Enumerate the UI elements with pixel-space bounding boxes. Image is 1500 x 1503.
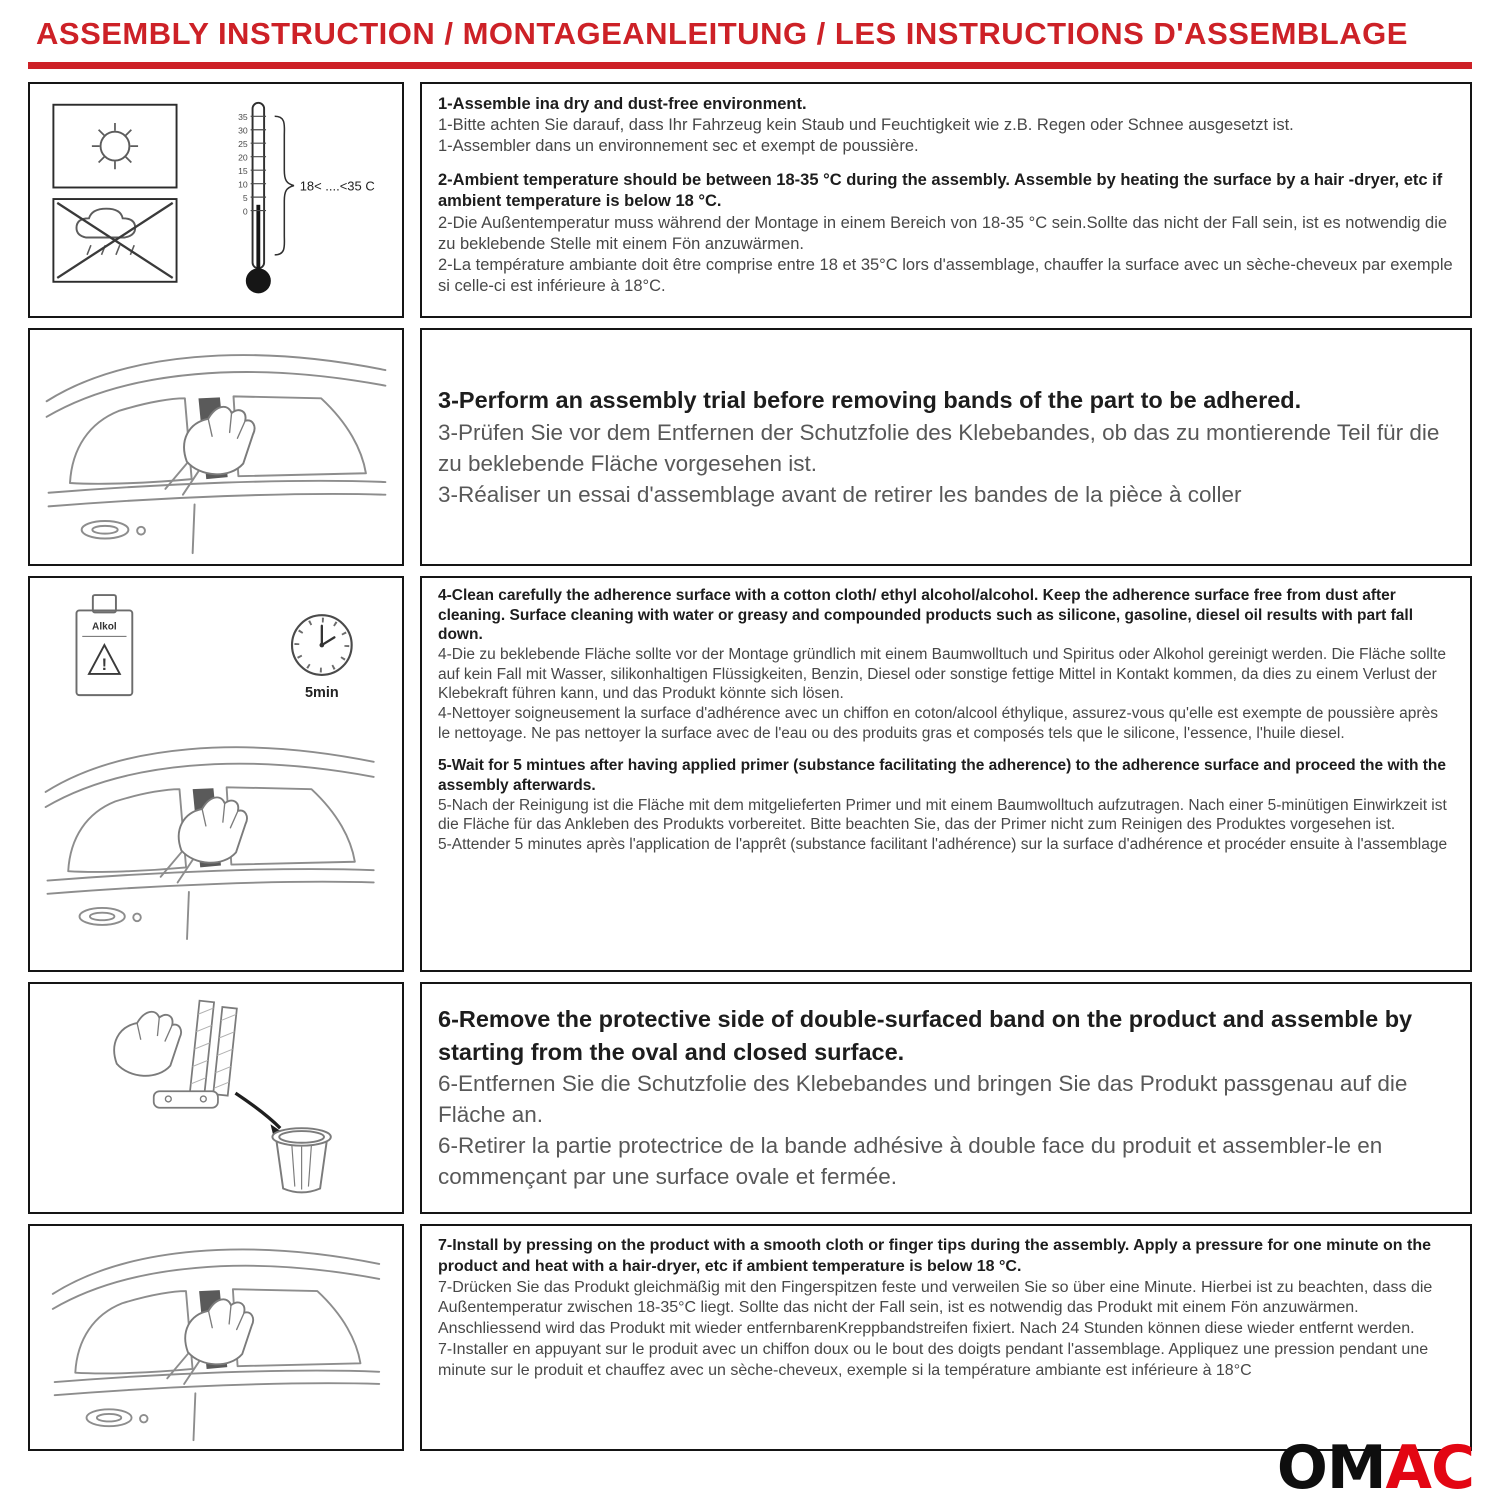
warning-icon bbox=[89, 645, 120, 674]
product-part-icon bbox=[154, 1091, 218, 1108]
section-5-install bbox=[28, 1224, 1472, 1451]
section-3-text bbox=[420, 576, 1472, 972]
instruction-3-de: 3-Prüfen Sie vor dem Entfernen der Schutzfolie des Klebebandes, ob das zu montierende Teil für die zu beklebende Fläche vorgesehen ist. bbox=[438, 419, 1440, 476]
clock-label: 5min bbox=[305, 685, 339, 702]
instruction-1-en: 1-Assemble ina dry and dust-free environment. bbox=[438, 95, 807, 113]
temperature-illustration bbox=[38, 91, 394, 309]
thermo-tick-label: 20 bbox=[238, 152, 248, 163]
thermo-tick-label: 15 bbox=[238, 166, 248, 177]
page-title: ASSEMBLY INSTRUCTION / MONTAGEANLEITUNG / LES INSTRUCTIONS D'ASSEMBLAGE bbox=[36, 16, 1408, 51]
instruction-6-de: 6-Entfernen Sie die Schutzfolie des Klebebandes und bringen Sie das Produkt passgenau auf die Fläche an. bbox=[438, 1071, 1408, 1128]
cleaning-illustration bbox=[38, 584, 394, 964]
hand-icon bbox=[114, 1012, 181, 1076]
warning-mark: ! bbox=[101, 656, 108, 675]
section-4-remove-band bbox=[28, 982, 1472, 1214]
illustration-temperature-box bbox=[28, 82, 404, 318]
instruction-5-en: 5-Wait for 5 mintues after having applied primer (substance facilitating the adherence) to the adherence surface and proceed the with the assembly afterwards. bbox=[438, 757, 1446, 795]
thermo-tick-label: 35 bbox=[238, 112, 248, 123]
tape-peel-icon bbox=[190, 1001, 237, 1096]
illustration-cleaning-box bbox=[28, 576, 404, 972]
instruction-7-fr: 7-Installer en appuyant sur le produit avec un chiffon doux ou le bout des doigts pendant l'assemblage. Appliquez une pression pendant une minute sur le produit et chauffez avec un sèche-cheveux, exemple si la température ambiante est inférieure à 18°C bbox=[438, 1340, 1429, 1379]
instruction-3-fr: 3-Réaliser un essai d'assemblage avant de retirer les bandes de la pièce à coller bbox=[438, 481, 1242, 507]
thermo-tick-label: 5 bbox=[242, 192, 248, 203]
section-2-text bbox=[420, 328, 1472, 566]
illustration-peel-box bbox=[28, 982, 404, 1214]
instruction-4-en: 4-Clean carefully the adherence surface with a cotton cloth/ ethyl alcohol/alcohol. Keep the adherence surface free from dust after cleaning. Surface cleaning with water or greasy and compounded products such as silicone, gasoline, diesel oil results with part fall down. bbox=[438, 587, 1414, 644]
instruction-7-de: 7-Drücken Sie das Produkt gleichmäßig mit den Fingerspitzen feste und verweilen Sie so über eine Minute. Hierbei ist zu beachten, dass die Außentemperatur zwischen 18-35°C liegt. Sollte das nicht der Fall sein, ist es notwendig das Produkt mit einem Fön anzuwärmen. Anschliessend wird das Produkt mit wieder entfernbarenKreppbandstreifen fixiert. Nach 24 Stunden können diese wieder entfernt werden. bbox=[438, 1278, 1433, 1338]
car-window-illustration bbox=[46, 747, 374, 939]
omac-logo bbox=[1276, 1433, 1474, 1503]
instruction-1-fr: 1-Assembler dans un environnement sec et exempt de poussière. bbox=[438, 137, 919, 156]
instruction-6-en: 6-Remove the protective side of double-surfaced band on the product and assemble by starting from the oval and closed surface. bbox=[438, 1006, 1413, 1065]
title-divider bbox=[28, 62, 1472, 69]
section-2-assembly-trial bbox=[28, 328, 1472, 566]
instruction-1-de: 1-Bitte achten Sie darauf, dass Ihr Fahrzeug kein Staub und Feuchtigkeit wie z.B. Regen oder Schnee ausgesetzt ist. bbox=[438, 116, 1294, 135]
thermo-tick-label: 10 bbox=[238, 179, 248, 190]
section-5-text bbox=[420, 1224, 1472, 1451]
bottle-label: Alkol bbox=[92, 621, 117, 633]
instruction-2-de: 2-Die Außentemperatur muss während der Montage in einem Bereich von 18-35 °C sein.Sollte das nicht der Fall sein, ist es notwendig die zu beklebende Stelle mit einem Fön anzuwärmen. bbox=[438, 213, 1448, 253]
section-1-environment bbox=[28, 82, 1472, 318]
spacer bbox=[438, 743, 1454, 756]
car-window-illustration bbox=[40, 1232, 392, 1444]
illustration-install-box bbox=[28, 1224, 404, 1451]
range-brace bbox=[275, 116, 294, 255]
section-4-text bbox=[420, 982, 1472, 1214]
instruction-4-de: 4-Die zu beklebende Fläche sollte vor der Montage gründlich mit einem Baumwolltuch und Spiritus oder Alkohol gereinigt werden. Die Fläche sollte auf kein Fall mit Wasser, silikonhaltigen Flüssigkeiten, Benzin, Diesel oder sonstige fettige Mittel in Kontakt kommen, da dies zu einem Verlust der Klebekraft führen kann, und das Produkt könnte sich lösen. bbox=[438, 646, 1447, 703]
instruction-3-en: 3-Perform an assembly trial before removing bands of the part to be adhered. bbox=[438, 387, 1302, 414]
omac-logo-om: OM bbox=[1276, 1433, 1386, 1503]
alcohol-bottle-icon bbox=[76, 595, 132, 695]
thermo-tick-label: 25 bbox=[238, 139, 248, 150]
instruction-5-de: 5-Nach der Reinigung ist die Fläche mit dem mitgelieferten Primer und mit einem Baumwolltuch aufzutragen. Nach einer 5-minütigen Einwirkzeit ist die Fläche für das Ankleben des Produkts vorbereitet. Bitte beachten Sie, das der Primer nicht zum Reinigen des Produktes vorgesehen ist. bbox=[438, 796, 1447, 834]
spacer bbox=[438, 157, 1454, 170]
instruction-2-fr: 2-La température ambiante doit être comprise entre 18 et 35°C lors d'assemblage, chauffer la surface avec un sèche-cheveux par exemple si celle-ci est inférieure à 18°C. bbox=[438, 255, 1453, 295]
illustration-car-trial-box bbox=[28, 328, 404, 566]
instruction-5-fr: 5-Attender 5 minutes après l'application de l'apprêt (substance facilitant l'adhérence) sur la surface d'adhérence et procéder ensuite à l'assemblage bbox=[438, 836, 1448, 854]
thermo-tick-label: 30 bbox=[238, 125, 248, 136]
temp-range-label: 18< ....<35 C bbox=[299, 178, 375, 194]
section-1-text bbox=[420, 82, 1472, 318]
trash-bin-icon bbox=[272, 1128, 330, 1192]
omac-logo-ac: AC bbox=[1385, 1433, 1474, 1503]
no-rain-icon bbox=[53, 199, 176, 282]
car-window-illustration bbox=[40, 337, 392, 557]
thermometer-icon bbox=[238, 103, 375, 294]
sun-icon bbox=[53, 105, 176, 188]
instruction-6-fr: 6-Retirer la partie protectrice de la bande adhésive à double face du produit et assembler-le en commençant par une surface ovale et fermée. bbox=[438, 1133, 1383, 1190]
clock-icon bbox=[292, 615, 352, 701]
peel-band-illustration bbox=[40, 990, 392, 1206]
section-3-cleaning bbox=[28, 576, 1472, 972]
instruction-4-fr: 4-Nettoyer soigneusement la surface d'adhérence avec un chiffon en coton/alcool éthylique, assurez-vous qu'elle est exempte de poussière après le nettoyage. Ne pas nettoyer la surface avec de l'eau ou des produits gras et composés tels que le silicone, l'essence, l'huile diesel. bbox=[438, 705, 1438, 742]
instruction-7-en: 7-Install by pressing on the product with a smooth cloth or finger tips during the assembly. Apply a pressure for one minute on the product and heat with a hair-dryer, etc if ambient temperature is below 18 °C. bbox=[438, 1237, 1431, 1275]
thermo-tick-label: 0 bbox=[242, 206, 248, 217]
instruction-2-en: 2-Ambient temperature should be between 18-35 °C during the assembly. Assemble by heating the surface by a hair -dryer, etc if ambient temperature is below 18 °C. bbox=[438, 171, 1443, 211]
